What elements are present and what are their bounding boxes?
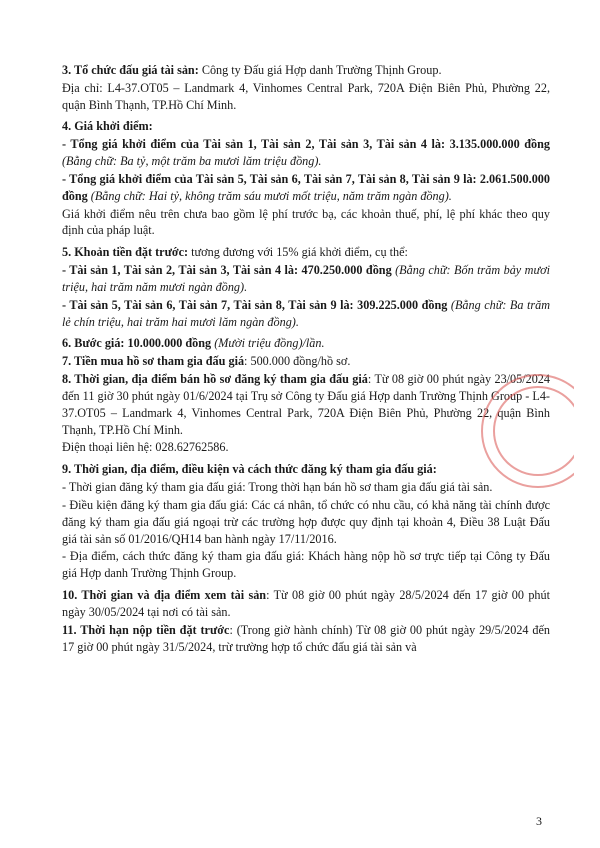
section-3-address: Địa chỉ: L4-37.OT05 – Landmark 4, Vinhomes Central Park, 720A Điện Biên Phủ, Phường 22, quận Bình Thạnh, TP.Hồ Chí Minh. bbox=[62, 80, 550, 112]
section-5-item-1-bold: - Tài sản 1, Tài sản 2, Tài sản 3, Tài sản 4 là: 470.250.000 đồng bbox=[62, 263, 392, 278]
section-6-words: (Mười triệu đồng) bbox=[211, 336, 303, 351]
section-8-text: : Từ 08 giờ 00 phút ngày 23/05/2024 đến 11 giờ 30 phút ngày 01/6/2024 tại Trụ sở Công ty Đấu giá Hợp danh Trường Thịnh Group - L4-37.OT05 – Landmark 4, Vinhomes Central Park, 720A Điện Biên Phủ, Phường 22, quận Bình Thạnh, TP.Hồ Chí Minh. bbox=[62, 372, 550, 437]
section-3 bbox=[62, 62, 550, 79]
section-5-item-1 bbox=[62, 262, 550, 296]
section-5-item-2-bold: - Tài sản 5, Tài sản 6, Tài sản 7, Tài sản 8, Tài sản 9 là: 309.225.000 đồng bbox=[62, 297, 448, 312]
section-4-item-2-bold: - Tổng giá khởi điểm của Tài sản 5, Tài sản 6, Tài sản 7, Tài sản 8, Tài sản 9 là: 2.061.500.000 đồng bbox=[62, 171, 550, 203]
section-8 bbox=[62, 371, 550, 438]
section-4-note: Giá khởi điểm nêu trên chưa bao gồm lệ phí trước bạ, các khoản thuế, phí, lệ phí khác theo quy định của pháp luật. bbox=[62, 206, 550, 238]
section-3-text: Công ty Đấu giá Hợp danh Trường Thịnh Group. bbox=[198, 63, 442, 77]
section-11-heading: 11. Thời hạn nộp tiền đặt trước bbox=[62, 622, 230, 637]
section-6-tail: /lần. bbox=[302, 336, 325, 351]
section-9-heading: 9. Thời gian, địa điểm, điều kiện và cách thức đăng ký tham gia đấu giá: bbox=[62, 462, 437, 477]
section-11-text: : (Trong giờ hành chính) Từ 08 giờ 00 phút ngày 29/5/2024 đến 17 giờ 00 phút ngày 31/5/2024, trừ trường hợp tổ chức đấu giá tài sản và bbox=[62, 622, 550, 654]
section-10-text: : Từ 08 giờ 00 phút ngày 28/5/2024 đến 17 giờ 00 phút ngày 30/05/2024 tại nơi có tài sản. bbox=[62, 588, 551, 619]
section-7-heading: 7. Tiền mua hồ sơ tham gia đấu giá bbox=[62, 354, 245, 369]
section-4-item-1 bbox=[62, 136, 550, 170]
section-11 bbox=[62, 622, 550, 656]
section-5-text: tương đương với 15% giá khởi điểm, cụ thể: bbox=[188, 245, 408, 260]
section-5 bbox=[62, 244, 550, 261]
section-8-phone: Điện thoại liên hệ: 028.62762586. bbox=[62, 440, 229, 455]
section-4-item-2 bbox=[62, 171, 550, 205]
section-4-heading: 4. Giá khởi điểm: bbox=[62, 119, 153, 134]
page-number: 3 bbox=[536, 814, 542, 829]
section-5-item-2 bbox=[62, 297, 550, 331]
section-10-heading: 10. Thời gian và địa điểm xem tài sản bbox=[62, 588, 267, 603]
section-4-item-1-bold: - Tổng giá khởi điểm của Tài sản 1, Tài sản 2, Tài sản 3, Tài sản 4 là: 3.135.000.000 đồng bbox=[62, 137, 550, 152]
section-6 bbox=[62, 335, 550, 352]
section-7-text: : 500.000 đồng/hồ sơ. bbox=[244, 354, 351, 369]
section-7 bbox=[62, 353, 550, 370]
section-9-item-1: - Thời gian đăng ký tham gia đấu giá: Trong thời hạn bán hồ sơ tham gia đấu giá tài sản. bbox=[62, 480, 493, 495]
section-6-heading: 6. Bước giá: 10.000.000 đồng bbox=[62, 336, 212, 351]
section-3-heading: 3. Tổ chức đấu giá tài sản: bbox=[62, 63, 199, 77]
section-10 bbox=[62, 587, 550, 621]
section-4-item-1-words: (Bằng chữ: Ba tỷ, một trăm ba mươi lăm triệu đồng). bbox=[62, 154, 322, 169]
section-5-item-1-words: (Bằng chữ: Bốn trăm bảy mươi triệu, hai trăm năm mươi ngàn đồng). bbox=[62, 263, 550, 294]
section-4-item-2-words: (Bằng chữ: Hai tỷ, không trăm sáu mươi mốt triệu, năm trăm ngàn đồng). bbox=[87, 188, 452, 203]
section-8-heading: 8. Thời gian, địa điểm bán hồ sơ đăng ký tham gia đấu giá bbox=[62, 372, 368, 387]
section-5-item-2-words: (Bằng chữ: Ba trăm lẻ chín triệu, hai trăm hai mươi lăm ngàn đồng). bbox=[62, 297, 551, 329]
section-5-heading: 5. Khoản tiền đặt trước: bbox=[62, 245, 189, 260]
section-9-item-3: - Địa điểm, cách thức đăng ký tham gia đấu giá: Khách hàng nộp hồ sơ trực tiếp tại Công ty Đấu giá Hợp danh Trường Thịnh Group. bbox=[62, 549, 550, 581]
document-page bbox=[62, 62, 550, 660]
section-9-item-2: - Điều kiện đăng ký tham gia đấu giá: Các cá nhân, tổ chức có nhu cầu, có khả năng tài chính được đăng ký tham gia đấu giá ngoại trừ các trường hợp được quy định tại khoản 4, Điều 38 Luật Đấu giá tài sản số 01/2016/QH14 ban hành ngày 17/11/2016. bbox=[62, 497, 550, 546]
